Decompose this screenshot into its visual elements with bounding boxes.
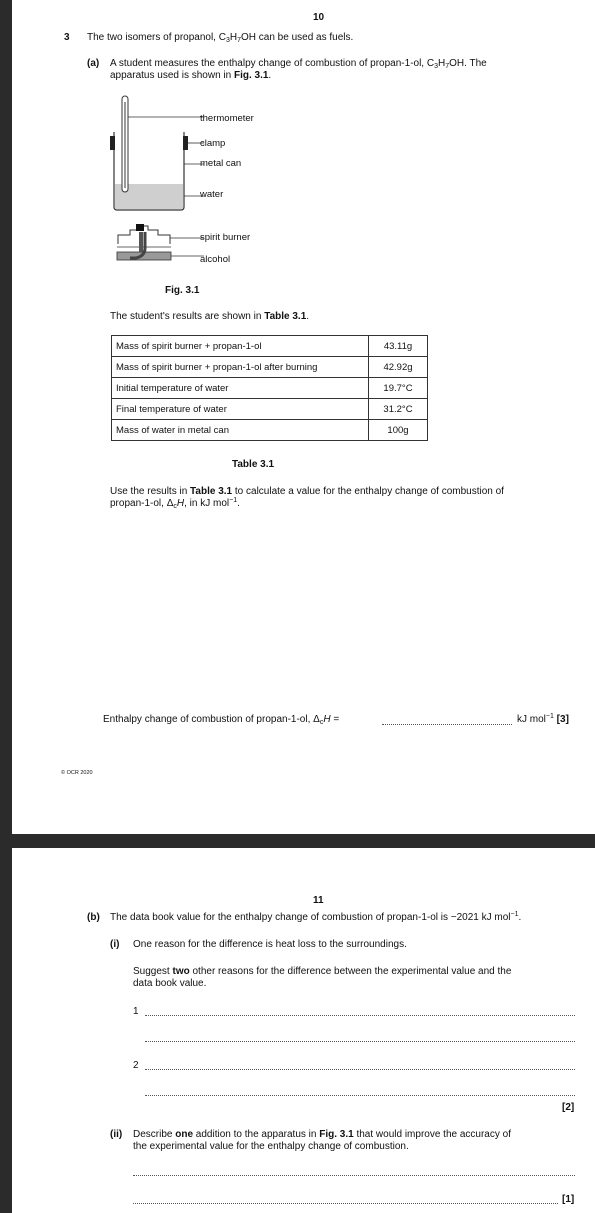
answer-number-1: 1 bbox=[133, 1006, 139, 1017]
part-ii-text-line2: the experimental value for the enthalpy change of combustion. bbox=[133, 1141, 409, 1152]
table-row bbox=[112, 399, 428, 420]
exam-page-10 bbox=[12, 0, 595, 834]
part-i-label: (i) bbox=[110, 939, 120, 950]
marks-part-ii: [1] bbox=[562, 1194, 575, 1205]
label-clamp: clamp bbox=[200, 138, 226, 149]
marks-part-i: [2] bbox=[562, 1102, 575, 1113]
label-alcohol: alcohol bbox=[200, 254, 231, 265]
table-row bbox=[112, 336, 428, 357]
page-number: 10 bbox=[313, 12, 325, 23]
suggest-text: Suggest two other reasons for the difference between the experimental value and the bbox=[133, 966, 512, 977]
answer-number-2: 2 bbox=[133, 1060, 139, 1071]
table-row bbox=[112, 378, 428, 399]
table-row bbox=[112, 357, 428, 378]
label-spirit-burner: spirit burner bbox=[200, 232, 251, 243]
answer-line-2b[interactable] bbox=[145, 1094, 575, 1096]
row-value: 19.7°C bbox=[369, 378, 428, 399]
calc-instruction-line2: propan-1-ol, $\Delta_cH$, in kJ mol$^{-1}$. bbox=[110, 497, 240, 510]
part-ii-text: Describe one addition to the apparatus in Fig. 3.1 that would improve the accuracy of bbox=[133, 1129, 511, 1140]
row-label: Initial temperature of water bbox=[112, 378, 369, 399]
answer-unit: kJ mol$^{-1}$ [3] bbox=[517, 713, 569, 725]
copyright-footer: © OCR 2020 bbox=[61, 770, 93, 776]
part-b-text: The data book value for the enthalpy change of combustion of propan-1-ol is −2021 kJ mol$^{-1}$. bbox=[110, 911, 522, 923]
label-thermometer: thermometer bbox=[200, 113, 254, 124]
answer-line-1a[interactable] bbox=[145, 1014, 575, 1016]
part-b-label: (b) bbox=[87, 912, 100, 923]
figure-caption: Fig. 3.1 bbox=[165, 285, 200, 296]
suggest-text-line2: data book value. bbox=[133, 978, 207, 989]
spirit-burner-icon bbox=[117, 224, 171, 260]
answer-line-1b[interactable] bbox=[145, 1040, 575, 1042]
answer-line-ii-b[interactable] bbox=[133, 1202, 558, 1204]
answer-line-ii-a[interactable] bbox=[133, 1174, 575, 1176]
answer-line-2a[interactable] bbox=[145, 1068, 575, 1070]
row-label: Mass of spirit burner + propan-1-ol after burning bbox=[112, 357, 369, 378]
answer-input[interactable] bbox=[382, 714, 512, 725]
table-caption: Table 3.1 bbox=[232, 459, 275, 470]
part-ii-label: (ii) bbox=[110, 1129, 123, 1140]
row-label: Mass of water in metal can bbox=[112, 420, 369, 441]
part-a-text-line2: apparatus used is shown in Fig. 3.1. bbox=[110, 70, 272, 81]
part-a-text: A student measures the enthalpy change of combustion of propan-1-ol, $C_3H_7OH$. The bbox=[110, 58, 487, 70]
results-table bbox=[111, 335, 428, 441]
label-water: water bbox=[200, 189, 224, 200]
row-label: Mass of spirit burner + propan-1-ol bbox=[112, 336, 369, 357]
calc-instruction: Use the results in Table 3.1 to calculate a value for the enthalpy change of combustion of bbox=[110, 486, 504, 497]
question-number: 3 bbox=[64, 32, 70, 43]
page-number: 11 bbox=[313, 895, 324, 906]
row-value: 31.2°C bbox=[369, 399, 428, 420]
question-intro: The two isomers of propanol, $C_3H_7OH$ can be used as fuels. bbox=[87, 32, 354, 44]
results-intro: The student's results are shown in Table 3.1. bbox=[110, 311, 310, 322]
clamp-right bbox=[183, 136, 188, 150]
row-value: 100g bbox=[369, 420, 428, 441]
row-value: 42.92g bbox=[369, 357, 428, 378]
clamp-left bbox=[110, 136, 115, 150]
answer-line: Enthalpy change of combustion of propan-1-ol, $\Delta_cH$ = bbox=[103, 714, 340, 726]
part-a-label: (a) bbox=[87, 58, 100, 69]
exam-page-11 bbox=[12, 848, 595, 1213]
row-label: Final temperature of water bbox=[112, 399, 369, 420]
part-i-text: One reason for the difference is heat loss to the surroundings. bbox=[133, 939, 407, 950]
label-metal-can: metal can bbox=[200, 158, 242, 169]
table-row bbox=[112, 420, 428, 441]
row-value: 43.11g bbox=[369, 336, 428, 357]
